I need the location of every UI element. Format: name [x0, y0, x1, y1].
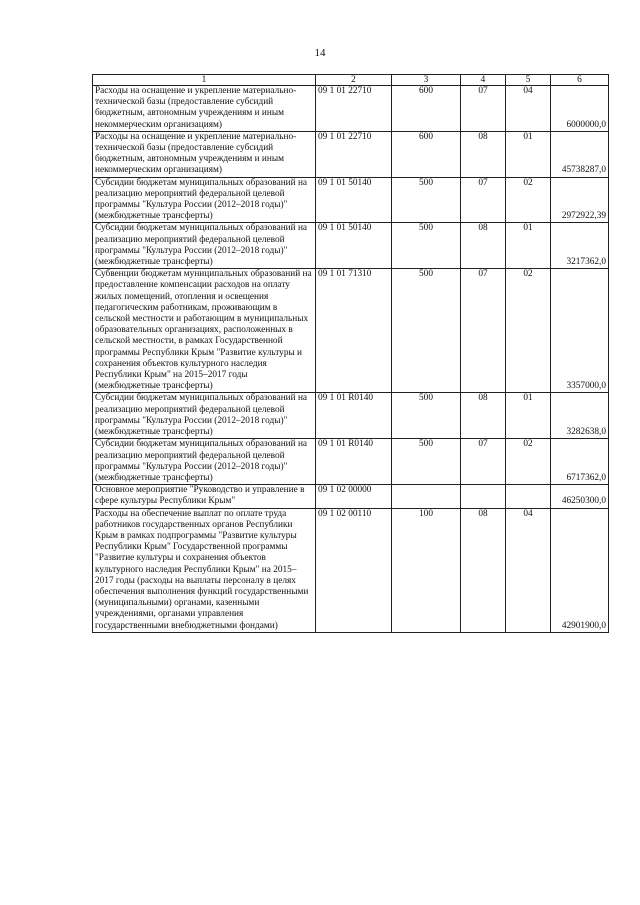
row-subsection: 02 [506, 269, 551, 393]
row-sum: 6717362,0 [551, 439, 609, 485]
row-section: 08 [461, 508, 506, 632]
table-row [93, 177, 609, 223]
row-sum: 3282638,0 [551, 393, 609, 439]
row-section: 07 [461, 269, 506, 393]
row-sum: 2972922,39 [551, 177, 609, 223]
row-name: Субвенции бюджетам муниципальных образований на предоставление компенсации расходов на оплату жилых помещений, отопления и освещения педагогическим работникам, проживающим в сельской местности и работающим в муниципальных образовательных организациях, расположенных в сельской местности, в рамках Государственной программы Республики Крым "Развитие культуры и сохранения объектов культурного наследия Республики Крым" на 2015–2017 годы (межбюджетные трансферты) [93, 269, 316, 393]
row-subsection: 02 [506, 439, 551, 485]
row-section: 08 [461, 223, 506, 269]
header-col-5: 5 [506, 75, 551, 86]
row-subsection: 01 [506, 393, 551, 439]
row-name: Субсидии бюджетам муниципальных образований на реализацию мероприятий федеральной целевой программы "Культура России (2012–2018 годы)" (межбюджетные трансферты) [93, 223, 316, 269]
table-row [93, 269, 609, 393]
table-row [93, 508, 609, 632]
row-section: 07 [461, 177, 506, 223]
row-section: 08 [461, 131, 506, 177]
row-sum: 42901900,0 [551, 508, 609, 632]
row-sum: 6000000,0 [551, 86, 609, 132]
row-subsection: 04 [506, 508, 551, 632]
budget-table [92, 74, 609, 633]
header-col-6: 6 [551, 75, 609, 86]
table-row [93, 393, 609, 439]
table-header-row [93, 75, 609, 86]
table-row [93, 86, 609, 132]
row-expense-type: 100 [392, 508, 461, 632]
row-name: Субсидии бюджетам муниципальных образований на реализацию мероприятий федеральной целевой программы "Культура России (2012–2018 годы)" (межбюджетные трансферты) [93, 177, 316, 223]
row-sum: 46250300,0 [551, 485, 609, 508]
row-name: Расходы на оснащение и укрепление материально-технической базы (предоставление субсидий бюджетным, автономным учреждениям и иным некоммерческим организациям) [93, 86, 316, 132]
row-section: 07 [461, 86, 506, 132]
row-expense-type [392, 485, 461, 508]
row-target-code: 09 1 01 50140 [316, 223, 392, 269]
row-target-code: 09 1 02 00000 [316, 485, 392, 508]
row-target-code: 09 1 01 71310 [316, 269, 392, 393]
row-name: Субсидии бюджетам муниципальных образований на реализацию мероприятий федеральной целевой программы "Культура России (2012–2018 годы)" (межбюджетные трансферты) [93, 439, 316, 485]
row-name: Основное мероприятие "Руководство и управление в сфере культуры Республики Крым" [93, 485, 316, 508]
header-col-4: 4 [461, 75, 506, 86]
row-name: Субсидии бюджетам муниципальных образований на реализацию мероприятий федеральной целевой программы "Культура России (2012–2018 годы)" (межбюджетные трансферты) [93, 393, 316, 439]
row-section: 08 [461, 393, 506, 439]
row-expense-type: 500 [392, 439, 461, 485]
header-col-2: 2 [316, 75, 392, 86]
row-name: Расходы на оснащение и укрепление материально-технической базы (предоставление субсидий бюджетным, автономным учреждениям и иным некоммерческим организациям) [93, 131, 316, 177]
row-expense-type: 500 [392, 269, 461, 393]
row-target-code: 09 1 01 R0140 [316, 439, 392, 485]
row-subsection: 01 [506, 131, 551, 177]
row-target-code: 09 1 01 22710 [316, 86, 392, 132]
row-subsection [506, 485, 551, 508]
row-name: Расходы на обеспечение выплат по оплате труда работников государственных органов Республики Крым в рамках подпрограммы "Развитие культуры Республики Крым" Государственной программы "Развитие культуры и сохранения объектов культурного наследия Республики Крым" на 2015–2017 годы (расходы на выплаты персоналу в целях обеспечения выполнения функций государственными (муниципальными) органами, казенными учреждениями, органами управления государственными внебюджетными фондами) [93, 508, 316, 632]
row-sum: 3217362,0 [551, 223, 609, 269]
row-target-code: 09 1 02 00110 [316, 508, 392, 632]
table-row [93, 131, 609, 177]
row-sum: 45738287,0 [551, 131, 609, 177]
table-row [93, 223, 609, 269]
row-subsection: 04 [506, 86, 551, 132]
row-subsection: 02 [506, 177, 551, 223]
page-number: 14 [314, 47, 326, 59]
table-row [93, 439, 609, 485]
row-expense-type: 500 [392, 223, 461, 269]
row-target-code: 09 1 01 R0140 [316, 393, 392, 439]
table-row [93, 485, 609, 508]
row-target-code: 09 1 01 22710 [316, 131, 392, 177]
row-section: 07 [461, 439, 506, 485]
row-section [461, 485, 506, 508]
row-subsection: 01 [506, 223, 551, 269]
row-target-code: 09 1 01 50140 [316, 177, 392, 223]
header-col-1: 1 [93, 75, 316, 86]
row-expense-type: 500 [392, 393, 461, 439]
row-sum: 3357000,0 [551, 269, 609, 393]
header-col-3: 3 [392, 75, 461, 86]
row-expense-type: 600 [392, 86, 461, 132]
row-expense-type: 500 [392, 177, 461, 223]
row-expense-type: 600 [392, 131, 461, 177]
